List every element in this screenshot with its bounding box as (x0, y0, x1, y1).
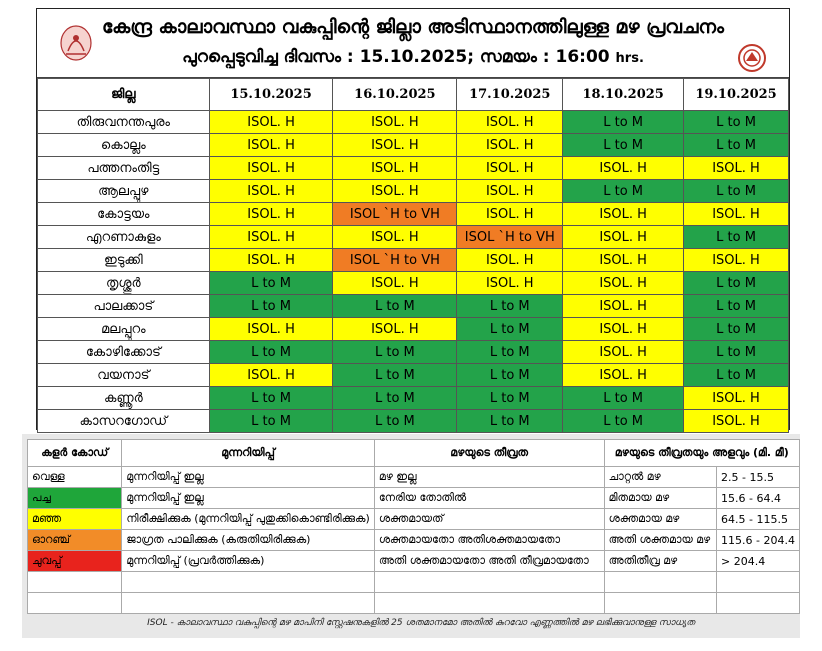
legend-row (28, 530, 800, 551)
forecast-cell: ISOL. H (457, 180, 563, 203)
legend-category: ചാറ്റൽ മഴ (604, 467, 716, 488)
date-column-header: 17.10.2025 (457, 79, 563, 111)
district-name: ഇടുക്കി (38, 249, 210, 272)
forecast-cell: L to M (684, 341, 789, 364)
forecast-cell: L to M (563, 134, 684, 157)
legend-warning: ജാഗ്രത പാലിക്കുക (കരുതിയിരിക്കുക) (122, 530, 374, 551)
district-name: കോട്ടയം (38, 203, 210, 226)
forecast-cell: ISOL. H (563, 226, 684, 249)
legend-header-amount: മഴയുടെ തീവ്രതയും അളവും (മി. മീ) (604, 440, 799, 467)
forecast-cell: ISOL. H (563, 295, 684, 318)
legend-table (27, 439, 800, 614)
table-row (38, 318, 789, 341)
forecast-cell: ISOL. H (457, 134, 563, 157)
legend-color-swatch: ചുവപ്പ് (28, 551, 122, 572)
district-name: കാസറഗോഡ് (38, 410, 210, 433)
forecast-cell: ISOL. H (563, 157, 684, 180)
legend-blank-cell (28, 572, 122, 593)
legend-intensity: അതി ശക്തമായതോ അതി തീവ്രമായതോ (374, 551, 604, 572)
legend-header-color: കളർ കോഡ് (28, 440, 122, 467)
forecast-cell: L to M (684, 111, 789, 134)
legend-row (28, 509, 800, 530)
footnote: ISOL - കാലാവസ്ഥാ വകുപ്പിന്റെ മഴ മാപിനി സ്റ്റേഷനുകളിൽ 25 ശതമാനമോ അതിൽ കുറവോ എണ്ണത്തിൽ മഴ ലഭിക്കുവാനുള്ള സാധ്യത (147, 618, 695, 628)
district-name: വയനാട് (38, 364, 210, 387)
forecast-cell: ISOL. H (563, 341, 684, 364)
legend-blank-cell (717, 572, 800, 593)
district-name: ആലപ്പുഴ (38, 180, 210, 203)
forecast-cell: ISOL. H (563, 318, 684, 341)
table-row (38, 134, 789, 157)
table-row (38, 295, 789, 318)
date-column-header: 18.10.2025 (563, 79, 684, 111)
table-row (38, 249, 789, 272)
legend-intensity: നേരിയ തോതിൽ (374, 488, 604, 509)
legend-blank-cell (604, 593, 716, 614)
forecast-cell: ISOL. H (457, 111, 563, 134)
forecast-cell: ISOL. H (457, 203, 563, 226)
legend-range: 64.5 - 115.5 (717, 509, 800, 530)
forecast-cell: ISOL. H (684, 249, 789, 272)
date-column-header: 19.10.2025 (684, 79, 789, 111)
forecast-cell: ISOL. H (684, 203, 789, 226)
district-name: എറണാകുളം (38, 226, 210, 249)
forecast-cell: L to M (457, 318, 563, 341)
issue-date-time: പുറപ്പെടുവിച്ച ദിവസം : 15.10.2025; സമയം : 16:00 (182, 47, 610, 67)
legend-row (28, 551, 800, 572)
forecast-cell: ISOL. H (333, 318, 457, 341)
forecast-cell: ISOL. H (457, 272, 563, 295)
legend-blank-cell (122, 593, 374, 614)
forecast-cell: ISOL. H (563, 249, 684, 272)
legend-row (28, 488, 800, 509)
legend-color-swatch: വെള്ള (28, 467, 122, 488)
forecast-cell: ISOL. H (209, 364, 333, 387)
legend-blank-cell (374, 593, 604, 614)
forecast-cell: L to M (684, 134, 789, 157)
forecast-cell: ISOL. H (209, 318, 333, 341)
legend-color-swatch: മഞ്ഞ (28, 509, 122, 530)
forecast-cell: ISOL. H (457, 157, 563, 180)
forecast-cell: L to M (684, 180, 789, 203)
legend-intensity: ശക്തമായത് (374, 509, 604, 530)
district-name: തിരുവനന്തപുരം (38, 111, 210, 134)
legend-color-swatch: പച്ച (28, 488, 122, 509)
forecast-cell: L to M (209, 410, 333, 433)
legend-warning: മുന്നറിയിപ്പ് ഇല്ല (122, 488, 374, 509)
forecast-cell: ISOL. H (333, 111, 457, 134)
date-column-header: 16.10.2025 (333, 79, 457, 111)
legend-category: മിതമായ മഴ (604, 488, 716, 509)
forecast-cell: ISOL. H (209, 134, 333, 157)
legend-warning: മുന്നറിയിപ്പ് (പ്രവർത്തിക്കുക) (122, 551, 374, 572)
legend-intensity: ശക്തമായതോ അതിശക്തമായതോ (374, 530, 604, 551)
legend-intensity: മഴ ഇല്ല (374, 467, 604, 488)
legend-category: അതിതീവ്ര മഴ (604, 551, 716, 572)
forecast-cell: L to M (333, 410, 457, 433)
legend-header-intensity: മഴയുടെ തീവ്രത (374, 440, 604, 467)
forecast-cell: ISOL. H (563, 203, 684, 226)
legend-blank-row (28, 572, 800, 593)
forecast-cell: ISOL. H (684, 410, 789, 433)
forecast-cell: L to M (684, 364, 789, 387)
district-name: കോഴിക്കോട് (38, 341, 210, 364)
district-column-header: ജില്ല (38, 79, 210, 111)
legend-header-warning: മുന്നറിയിപ്പ് (122, 440, 374, 467)
table-row (38, 341, 789, 364)
table-row (38, 180, 789, 203)
forecast-cell: L to M (333, 387, 457, 410)
table-row (38, 410, 789, 433)
district-name: കണ്ണൂർ (38, 387, 210, 410)
forecast-cell: L to M (684, 226, 789, 249)
forecast-cell: L to M (684, 295, 789, 318)
forecast-cell: ISOL `H to VH (333, 249, 457, 272)
header (37, 9, 789, 78)
forecast-cell: L to M (333, 341, 457, 364)
legend-range: 115.6 - 204.4 (717, 530, 800, 551)
forecast-cell: L to M (333, 364, 457, 387)
forecast-cell: ISOL. H (209, 249, 333, 272)
forecast-cell: ISOL. H (684, 387, 789, 410)
table-header-row (38, 79, 789, 111)
forecast-cell: ISOL. H (333, 157, 457, 180)
table-row (38, 364, 789, 387)
legend-range: > 204.4 (717, 551, 800, 572)
district-name: പാലക്കാട് (38, 295, 210, 318)
legend-warning: നിരീക്ഷിക്കുക (മുന്നറിയിപ്പ് പുതുക്കികൊണ്ടിരിക്കുക) (122, 509, 374, 530)
legend-category: അതി ശക്തമായ മഴ (604, 530, 716, 551)
forecast-cell: ISOL. H (209, 203, 333, 226)
forecast-cell: L to M (563, 111, 684, 134)
date-column-header: 15.10.2025 (209, 79, 333, 111)
table-row (38, 157, 789, 180)
legend-row (28, 467, 800, 488)
district-name: തൃശ്ശൂർ (38, 272, 210, 295)
forecast-cell: ISOL. H (209, 157, 333, 180)
forecast-cell: ISOL. H (684, 157, 789, 180)
time-unit: hrs. (615, 51, 644, 66)
legend-blank-cell (717, 593, 800, 614)
legend-header-row (28, 440, 800, 467)
forecast-cell: ISOL. H (333, 180, 457, 203)
legend-blank-cell (28, 593, 122, 614)
legend-blank-cell (122, 572, 374, 593)
issue-info (37, 47, 789, 67)
legend-range: 15.6 - 64.4 (717, 488, 800, 509)
forecast-cell: ISOL. H (563, 272, 684, 295)
imd-logo-icon (737, 43, 767, 73)
forecast-cell: ISOL `H to VH (333, 203, 457, 226)
forecast-cell: L to M (684, 272, 789, 295)
legend-warning: മുന്നറിയിപ്പ് ഇല്ല (122, 467, 374, 488)
forecast-cell: L to M (457, 341, 563, 364)
forecast-cell: L to M (457, 295, 563, 318)
table-row (38, 203, 789, 226)
forecast-cell: ISOL. H (209, 226, 333, 249)
forecast-cell: ISOL. H (333, 226, 457, 249)
legend-blank-cell (374, 572, 604, 593)
forecast-cell: L to M (209, 272, 333, 295)
district-name: കൊല്ലം (38, 134, 210, 157)
forecast-cell: L to M (684, 318, 789, 341)
forecast-cell: ISOL. H (333, 272, 457, 295)
forecast-cell: L to M (209, 387, 333, 410)
forecast-cell: L to M (563, 387, 684, 410)
district-name: പത്തനംതിട്ട (38, 157, 210, 180)
table-row (38, 387, 789, 410)
forecast-cell: L to M (333, 295, 457, 318)
legend-panel (22, 434, 800, 638)
forecast-cell: ISOL. H (457, 249, 563, 272)
page-title: കേന്ദ്ര കാലാവസ്ഥാ വകുപ്പിന്റെ ജില്ലാ അടിസ്ഥാനത്തിലുള്ള മഴ പ്രവചനം (101, 16, 725, 38)
legend-range: 2.5 - 15.5 (717, 467, 800, 488)
forecast-cell: ISOL. H (209, 180, 333, 203)
forecast-cell: ISOL. H (209, 111, 333, 134)
legend-blank-row (28, 593, 800, 614)
forecast-cell: L to M (457, 387, 563, 410)
table-row (38, 111, 789, 134)
forecast-cell: L to M (457, 410, 563, 433)
table-row (38, 226, 789, 249)
district-name: മലപ്പുറം (38, 318, 210, 341)
legend-color-swatch: ഓറഞ്ച് (28, 530, 122, 551)
forecast-cell: L to M (209, 341, 333, 364)
forecast-cell: ISOL. H (563, 364, 684, 387)
forecast-cell: L to M (563, 180, 684, 203)
forecast-cell: L to M (209, 295, 333, 318)
forecast-sheet (36, 8, 790, 430)
forecast-cell: ISOL. H (333, 134, 457, 157)
forecast-cell: L to M (563, 410, 684, 433)
table-row (38, 272, 789, 295)
legend-category: ശക്തമായ മഴ (604, 509, 716, 530)
legend-blank-cell (604, 572, 716, 593)
forecast-table (37, 78, 789, 433)
forecast-cell: ISOL `H to VH (457, 226, 563, 249)
forecast-cell: L to M (457, 364, 563, 387)
